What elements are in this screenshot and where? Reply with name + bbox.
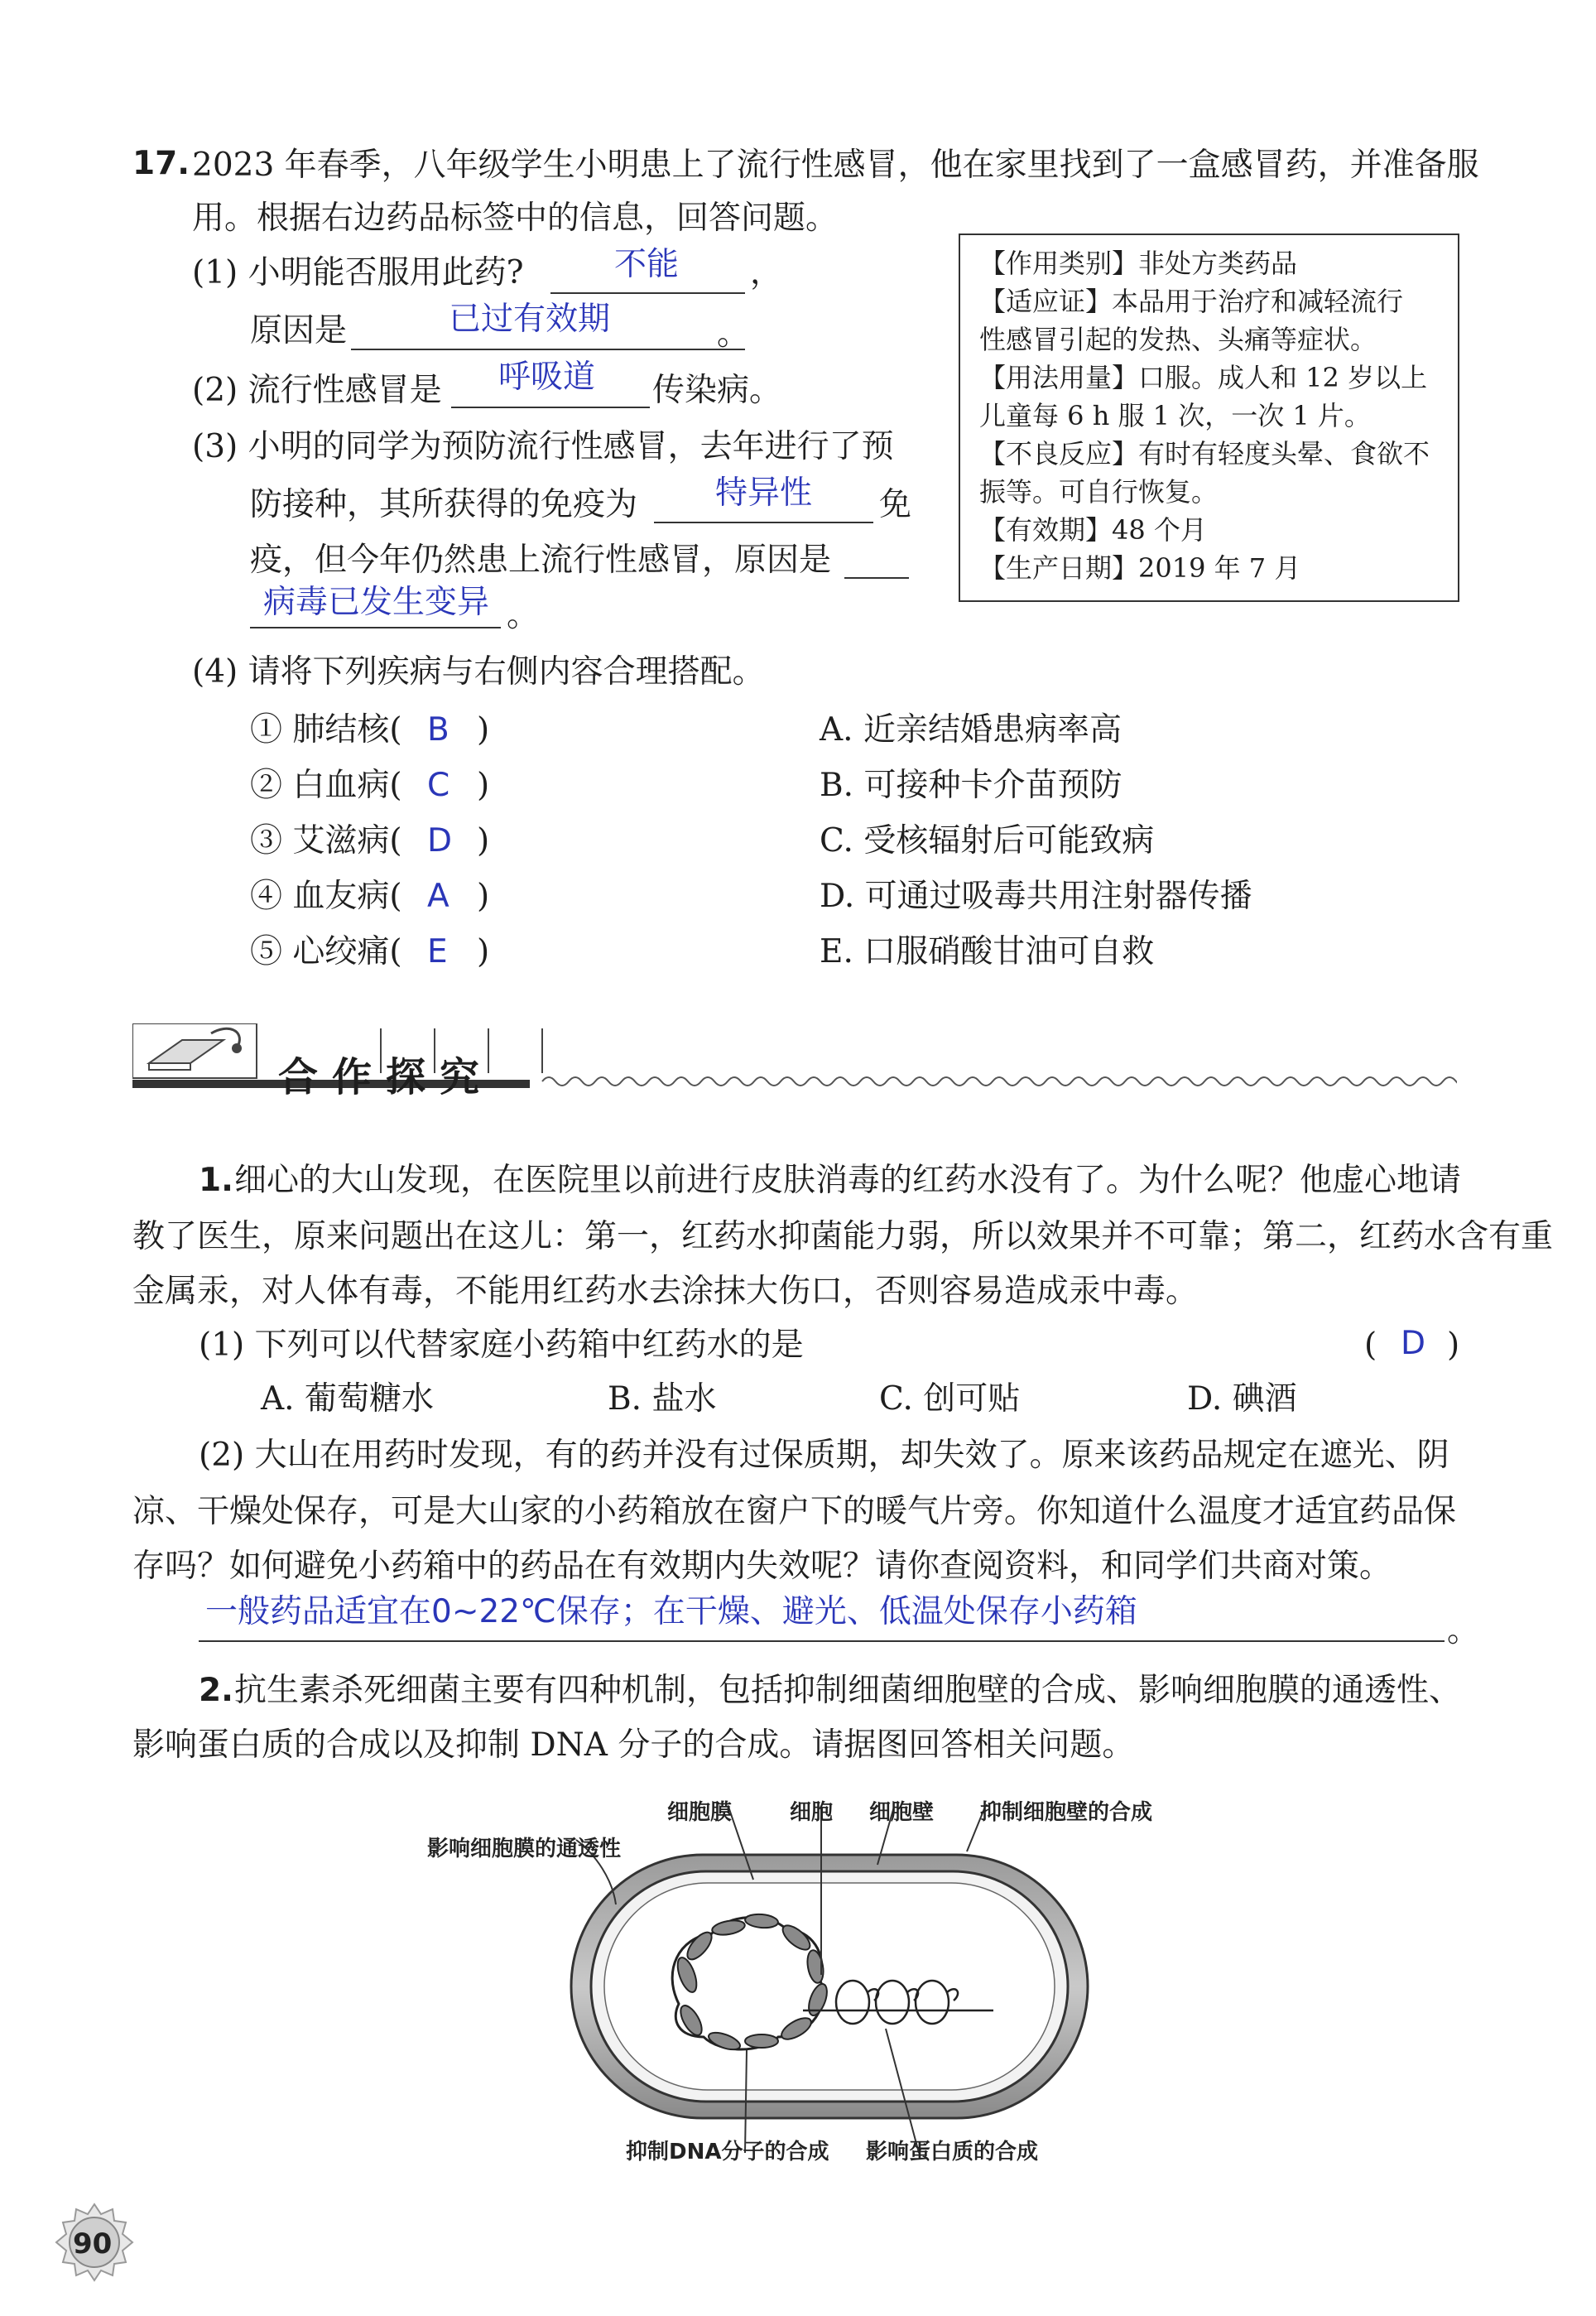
disease-item: ① 肺结核( — [250, 711, 402, 749]
handwritten-answer: 呼吸道 — [498, 359, 596, 396]
paren-close: ) — [1447, 1327, 1460, 1364]
handwritten-answer: 病毒已发生变异 — [263, 584, 490, 621]
handwritten-answer: 特异性 — [715, 474, 813, 512]
question-number: 1. — [199, 1162, 233, 1199]
match-option: C. 受核辐射后可能致病 — [820, 822, 1155, 859]
c2-line1: 抗生素杀死细菌主要有四种机制，包括抑制细菌细胞壁的合成、影响细胞膜的通透性、 — [234, 1672, 1462, 1709]
question-number: 17. — [132, 145, 190, 182]
paren-close: ) — [477, 822, 490, 859]
drug-label-line: 【适应证】本品用于治疗和减轻流行 — [979, 286, 1404, 317]
handwritten-answer: E — [427, 933, 448, 970]
q17-part3-line3: 疫，但今年仍然患上流行性感冒，原因是 — [250, 542, 832, 579]
label-cell-wall: 细胞壁 — [869, 1800, 935, 1825]
q17-part2-prompt: (2) 流行性感冒是 — [192, 372, 442, 409]
handwritten-answer: D — [1401, 1325, 1426, 1362]
paren-open: ( — [1364, 1327, 1377, 1364]
drug-label-line: 【用法用量】口服。成人和 12 岁以上 — [979, 362, 1428, 393]
label-cell: 细胞 — [790, 1800, 834, 1825]
c2-line2: 影响蛋白质的合成以及抑制 DNA 分子的合成。请据图回答相关问题。 — [132, 1726, 1135, 1764]
label-permeability: 影响细胞膜的通透性 — [427, 1837, 622, 1861]
handwritten-answer: D — [427, 822, 453, 859]
drug-label-line: 【生产日期】2019 年 7 月 — [979, 552, 1301, 584]
c1-q2-line2: 凉、干燥处保存，可是大山家的小药箱放在窗户下的暖气片旁。你知道什么温度才适宜药品保 — [132, 1493, 1457, 1530]
c1-paragraph-line1: 细心的大山发现，在医院里以前进行皮肤消毒的红药水没有了。为什么呢？他虚心地请 — [234, 1162, 1462, 1199]
section-header-graphic — [132, 1023, 1457, 1090]
disease-item: ⑤ 心绞痛( — [250, 933, 402, 970]
handwritten-answer: A — [427, 878, 449, 915]
c1-q2-line3: 存吗？如何避免小药箱中的药品在有效期内失效呢？请你查阅资料，和同学们共商对策。 — [132, 1548, 1392, 1585]
punctuation: ， — [750, 254, 783, 291]
drug-label-line: 【作用类别】非处方类药品 — [979, 248, 1298, 279]
label-inhibit-wall: 抑制细胞壁的合成 — [980, 1800, 1153, 1825]
drug-label-line: 性感冒引起的发热、头痛等症状。 — [979, 324, 1377, 355]
book-icon — [132, 1023, 257, 1078]
label-protein: 影响蛋白质的合成 — [866, 2140, 1039, 2164]
punctuation: 。 — [1447, 1612, 1480, 1649]
answer-blank — [654, 522, 873, 523]
option-b: B. 盐水 — [608, 1380, 717, 1418]
q17-part4-prompt: (4) 请将下列疾病与右侧内容合理搭配。 — [192, 653, 765, 691]
paren-close: ) — [477, 933, 490, 970]
q17-part3-line2-end: 免 — [879, 486, 912, 523]
match-option: D. 可通过吸毒共用注射器传播 — [820, 878, 1252, 915]
q17-part2-suffix: 传染病。 — [652, 372, 782, 409]
handwritten-answer: 已过有效期 — [449, 301, 611, 338]
option-d: D. 碘酒 — [1187, 1380, 1297, 1418]
answer-blank — [199, 1640, 1445, 1642]
c1-q1-prompt: (1) 下列可以代替家庭小药箱中红药水的是 — [199, 1327, 804, 1364]
c1-q2-line1: (2) 大山在用药时发现，有的药并没有过保质期，却失效了。原来该药品规定在遮光、阴 — [199, 1437, 1449, 1474]
q17-intro-line1: 2023 年春季，八年级学生小明患上了流行性感冒，他在家里找到了一盒感冒药，并准备服 — [192, 147, 1479, 184]
disease-item: ④ 血友病( — [250, 878, 402, 915]
q17-part1-reason-prompt: 原因是 — [250, 312, 348, 349]
page-number: 90 — [73, 2227, 113, 2261]
q17-part3-line2: 防接种，其所获得的免疫为 — [250, 486, 638, 523]
answer-blank — [844, 577, 909, 579]
handwritten-answer: C — [427, 767, 450, 804]
section-title-char: 合 — [278, 1054, 319, 1100]
match-option: A. 近亲结婚患病率高 — [820, 711, 1122, 749]
punctuation: 。 — [507, 597, 540, 634]
c1-paragraph-line2: 教了医生，原来问题出在这儿：第一，红药水抑菌能力弱，所以效果并不可靠；第二，红药水含有重 — [132, 1218, 1554, 1255]
match-option: B. 可接种卡介苗预防 — [820, 767, 1122, 804]
drug-label-line: 儿童每 6 h 服 1 次，一次 1 片。 — [979, 400, 1371, 431]
q17-part3-line1: (3) 小明的同学为预防流行性感冒，去年进行了预 — [192, 428, 894, 465]
paren-close: ) — [477, 767, 490, 804]
section-title-char: 究 — [440, 1054, 480, 1100]
handwritten-answer: B — [427, 711, 449, 749]
paren-close: ) — [477, 878, 490, 915]
answer-blank — [250, 627, 501, 628]
label-cell-membrane: 细胞膜 — [667, 1800, 733, 1825]
drug-label-line: 【有效期】48 个月 — [979, 514, 1207, 546]
q17-part1-prompt: (1) 小明能否服用此药? — [192, 254, 524, 291]
disease-item: ③ 艾滋病( — [250, 822, 402, 859]
handwritten-answer: 一般药品适宜在0~22℃保存；在干燥、避光、低温处保存小药箱 — [205, 1593, 1137, 1630]
punctuation: 。 — [717, 315, 750, 353]
option-a: A. 葡萄糖水 — [261, 1380, 434, 1418]
label-inhibit-dna: 抑制DNA分子的合成 — [626, 2140, 829, 2164]
match-option: E. 口服硝酸甘油可自救 — [820, 933, 1155, 970]
handwritten-answer: 不能 — [614, 246, 680, 283]
paren-close: ) — [477, 711, 490, 749]
answer-blank — [351, 349, 745, 350]
answer-blank — [550, 292, 745, 294]
drug-label-line: 【不良反应】有时有轻度头晕、食欲不 — [979, 438, 1430, 469]
disease-item: ② 白血病( — [250, 767, 402, 804]
section-title-char: 探 — [386, 1054, 426, 1100]
option-c: C. 创可贴 — [879, 1380, 1021, 1418]
question-number: 2. — [199, 1672, 233, 1709]
answer-blank — [451, 407, 650, 408]
drug-label-line: 振等。可自行恢复。 — [979, 476, 1219, 508]
section-title-char: 作 — [332, 1054, 373, 1100]
c1-paragraph-line3: 金属汞，对人体有毒，不能用红药水去涂抹大伤口，否则容易造成汞中毒。 — [132, 1273, 1199, 1310]
q17-intro-line2: 用。根据右边药品标签中的信息，回答问题。 — [192, 200, 839, 237]
